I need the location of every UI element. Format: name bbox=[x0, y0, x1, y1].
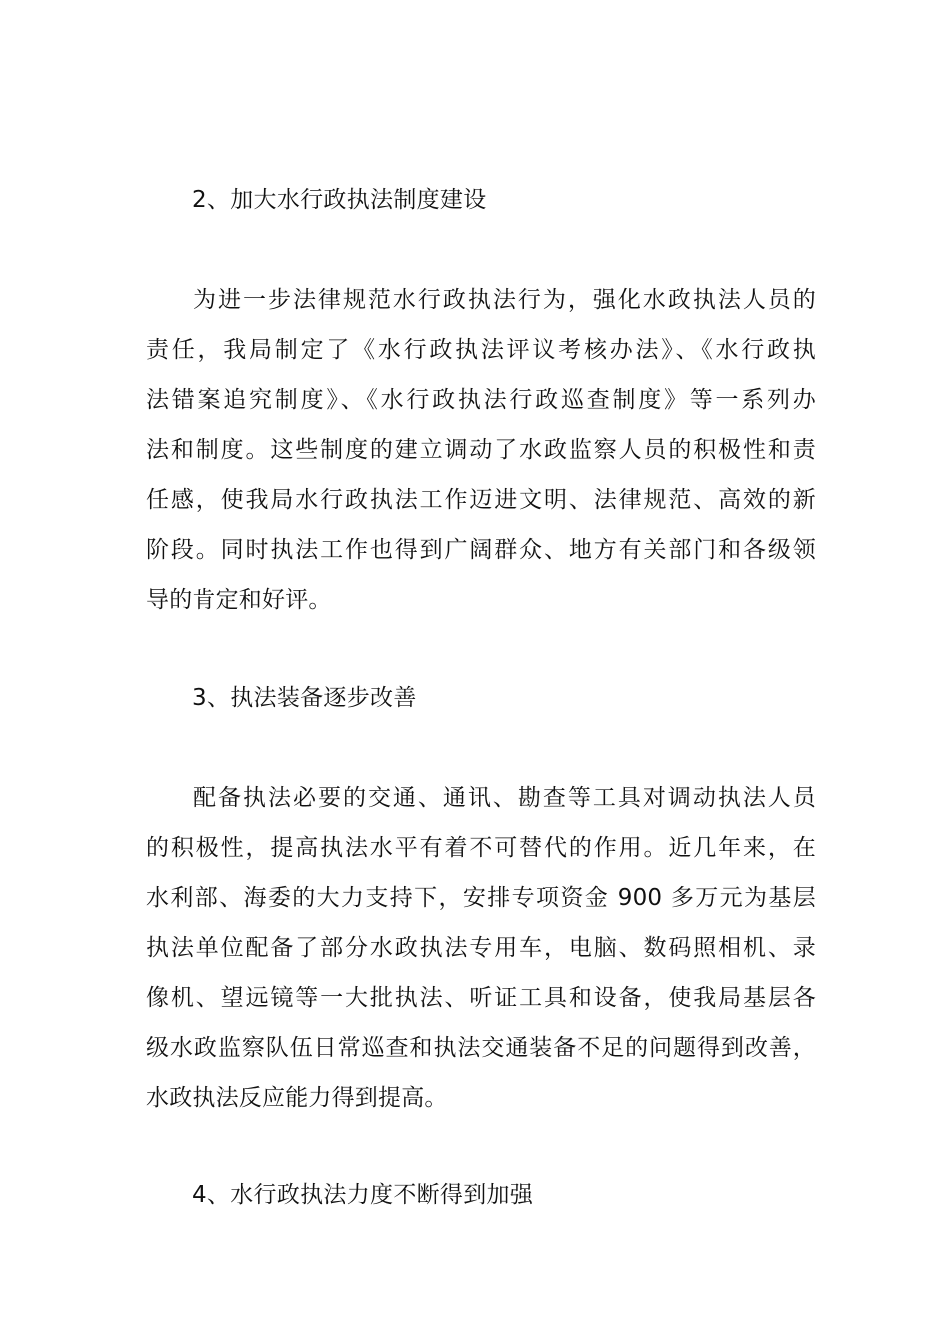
paragraph-line: 水利部、海委的大力支持下，安排专项资金 900 多万元为基层 bbox=[146, 885, 816, 911]
paragraph-line: 执法单位配备了部分水政执法专用车，电脑、数码照相机、录 bbox=[146, 935, 816, 961]
paragraph-line: 的积极性，提高执法水平有着不可替代的作用。近几年来，在 bbox=[146, 835, 816, 861]
paragraph bbox=[146, 275, 816, 625]
paragraph-line: 为进一步法律规范水行政执法行为，强化水政执法人员的 bbox=[193, 287, 816, 313]
section-heading: 2、加大水行政执法制度建设 bbox=[192, 187, 487, 213]
paragraph-line: 阶段。同时执法工作也得到广阔群众、地方有关部门和各级领 bbox=[146, 537, 816, 563]
paragraph-line: 配备执法必要的交通、通讯、勘查等工具对调动执法人员 bbox=[193, 785, 816, 811]
paragraph-line: 责任，我局制定了《水行政执法评议考核办法》、《水行政执 bbox=[146, 337, 816, 363]
paragraph-line: 导的肯定和好评。 bbox=[146, 587, 332, 613]
section-heading: 3、执法装备逐步改善 bbox=[192, 685, 417, 711]
paragraph bbox=[146, 773, 816, 1123]
paragraph-line: 法和制度。这些制度的建立调动了水政监察人员的积极性和责 bbox=[146, 437, 816, 463]
paragraph-line: 像机、望远镜等一大批执法、听证工具和设备，使我局基层各 bbox=[146, 985, 816, 1011]
paragraph-line: 法错案追究制度》、《水行政执法行政巡查制度》等一系列办 bbox=[146, 387, 816, 413]
section-heading: 4、水行政执法力度不断得到加强 bbox=[192, 1182, 534, 1208]
paragraph-line: 任感，使我局水行政执法工作迈进文明、法律规范、高效的新 bbox=[146, 487, 816, 513]
paragraph-line: 水政执法反应能力得到提高。 bbox=[146, 1085, 448, 1111]
paragraph-line: 级水政监察队伍日常巡查和执法交通装备不足的问题得到改善， bbox=[146, 1035, 816, 1061]
